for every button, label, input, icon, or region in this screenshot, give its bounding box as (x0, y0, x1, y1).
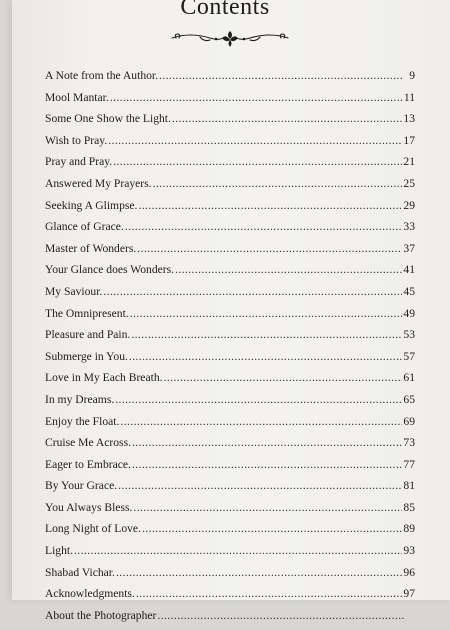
dot-leader (125, 220, 403, 233)
list-item[interactable] (45, 393, 415, 415)
list-item[interactable] (45, 522, 415, 544)
entry-title: Cruise Me Across. (45, 436, 131, 450)
entry-page: 89 (403, 522, 415, 536)
dot-leader (137, 242, 402, 255)
dot-leader (120, 415, 402, 428)
list-item[interactable] (45, 285, 415, 307)
entry-page: 17 (403, 133, 415, 147)
scroll-flourish-icon (170, 28, 290, 48)
entry-page: 85 (403, 500, 415, 514)
list-item[interactable] (45, 350, 415, 372)
dot-leader (103, 285, 402, 298)
list-item[interactable] (45, 242, 415, 264)
list-item[interactable] (45, 177, 415, 199)
entry-title: Some One Show the Light. (45, 112, 171, 126)
entry-title: Seeking A Glimpse. (45, 198, 138, 212)
entry-page: 77 (403, 457, 415, 471)
list-item[interactable] (45, 328, 415, 350)
entry-title: Eager to Embrace. (45, 457, 131, 471)
entry-page: 49 (403, 306, 415, 320)
entry-title: Pleasure and Pain. (45, 328, 131, 342)
entry-page: 57 (403, 349, 415, 363)
entry-page: 21 (403, 155, 415, 169)
list-item[interactable] (45, 609, 415, 630)
list-item[interactable] (45, 501, 415, 523)
entry-page: 29 (403, 198, 415, 212)
list-item[interactable] (45, 263, 415, 285)
entry-title: Wish to Pray. (45, 133, 108, 147)
entry-page: 45 (403, 284, 415, 298)
list-item[interactable] (45, 199, 415, 221)
entry-page: 37 (403, 241, 415, 255)
entry-title: A Note from the Author. (45, 69, 159, 82)
entry-page: 69 (403, 414, 415, 428)
dot-leader (164, 371, 403, 384)
entry-title: Master of Wonders. (45, 241, 137, 255)
entry-title: Enjoy the Float. (45, 414, 120, 428)
list-item[interactable] (45, 587, 415, 609)
entry-page: 33 (403, 220, 415, 234)
entry-title: My Saviour. (45, 284, 103, 298)
dot-leader (113, 155, 402, 168)
dot-leader (172, 112, 402, 125)
list-item[interactable] (45, 458, 415, 480)
entry-page: 61 (403, 371, 415, 385)
list-item[interactable] (45, 69, 415, 91)
dot-leader (175, 263, 402, 276)
entry-title: You Always Bless. (45, 500, 133, 514)
dot-leader (115, 393, 402, 406)
entry-title: About the Photographer (45, 608, 157, 622)
list-item[interactable] (45, 134, 415, 156)
dot-leader (153, 177, 403, 190)
entry-title: Love in My Each Breath. (45, 371, 163, 385)
list-item[interactable] (45, 155, 415, 177)
entry-title: Glance of Grace. (45, 220, 124, 234)
entry-page: 53 (403, 328, 415, 342)
entry-page: 41 (403, 263, 415, 277)
dot-leader (108, 134, 402, 147)
dot-leader (157, 609, 404, 622)
page-title: Contents (180, 0, 270, 20)
list-item[interactable] (45, 112, 415, 134)
entry-title: Submerge in You. (45, 349, 128, 363)
contents-list (45, 69, 415, 630)
entry-page: 73 (403, 436, 415, 450)
dot-leader (136, 587, 403, 600)
dot-leader (131, 328, 402, 341)
dot-leader (74, 544, 402, 557)
entry-page: 25 (403, 176, 415, 190)
dot-leader (116, 566, 402, 579)
entry-title: By Your Grace. (45, 479, 118, 493)
entry-title: Your Glance does Wonders. (45, 263, 175, 277)
entry-title: Long Night of Love. (45, 522, 141, 536)
entry-title: Pray and Pray. (45, 155, 113, 169)
entry-page: 9 (409, 69, 415, 82)
dot-leader (159, 69, 404, 82)
list-item[interactable] (45, 371, 415, 393)
entry-title: Shabad Vichar. (45, 565, 115, 579)
list-item[interactable] (45, 307, 415, 329)
dot-leader (110, 91, 403, 104)
dot-leader (132, 436, 402, 449)
list-item[interactable] (45, 91, 415, 113)
entry-title: Acknowledgments. (45, 587, 135, 601)
list-item[interactable] (45, 220, 415, 242)
list-item[interactable] (45, 544, 415, 566)
list-item[interactable] (45, 415, 415, 437)
list-item[interactable] (45, 566, 415, 588)
dot-leader (130, 307, 403, 320)
list-item[interactable] (45, 479, 415, 501)
entry-page: 65 (403, 392, 415, 406)
entry-title: Mool Mantar. (45, 90, 109, 104)
dot-leader (129, 350, 403, 363)
dot-leader (118, 479, 402, 492)
dot-leader (133, 501, 402, 514)
entry-title: In my Dreams. (45, 392, 115, 406)
entry-page: 13 (403, 112, 415, 126)
entry-page: 97 (403, 587, 415, 601)
entry-title: The Omnipresent. (45, 306, 129, 320)
entry-page: 93 (403, 544, 415, 558)
entry-page: 11 (403, 90, 415, 104)
entry-page: 96 (403, 565, 415, 579)
entry-title: Light. (45, 544, 74, 558)
dot-leader (132, 458, 402, 471)
dot-leader (138, 199, 402, 212)
entry-page: 81 (403, 479, 415, 493)
list-item[interactable] (45, 436, 415, 458)
entry-title: Answered My Prayers. (45, 176, 152, 190)
dot-leader (142, 522, 402, 535)
